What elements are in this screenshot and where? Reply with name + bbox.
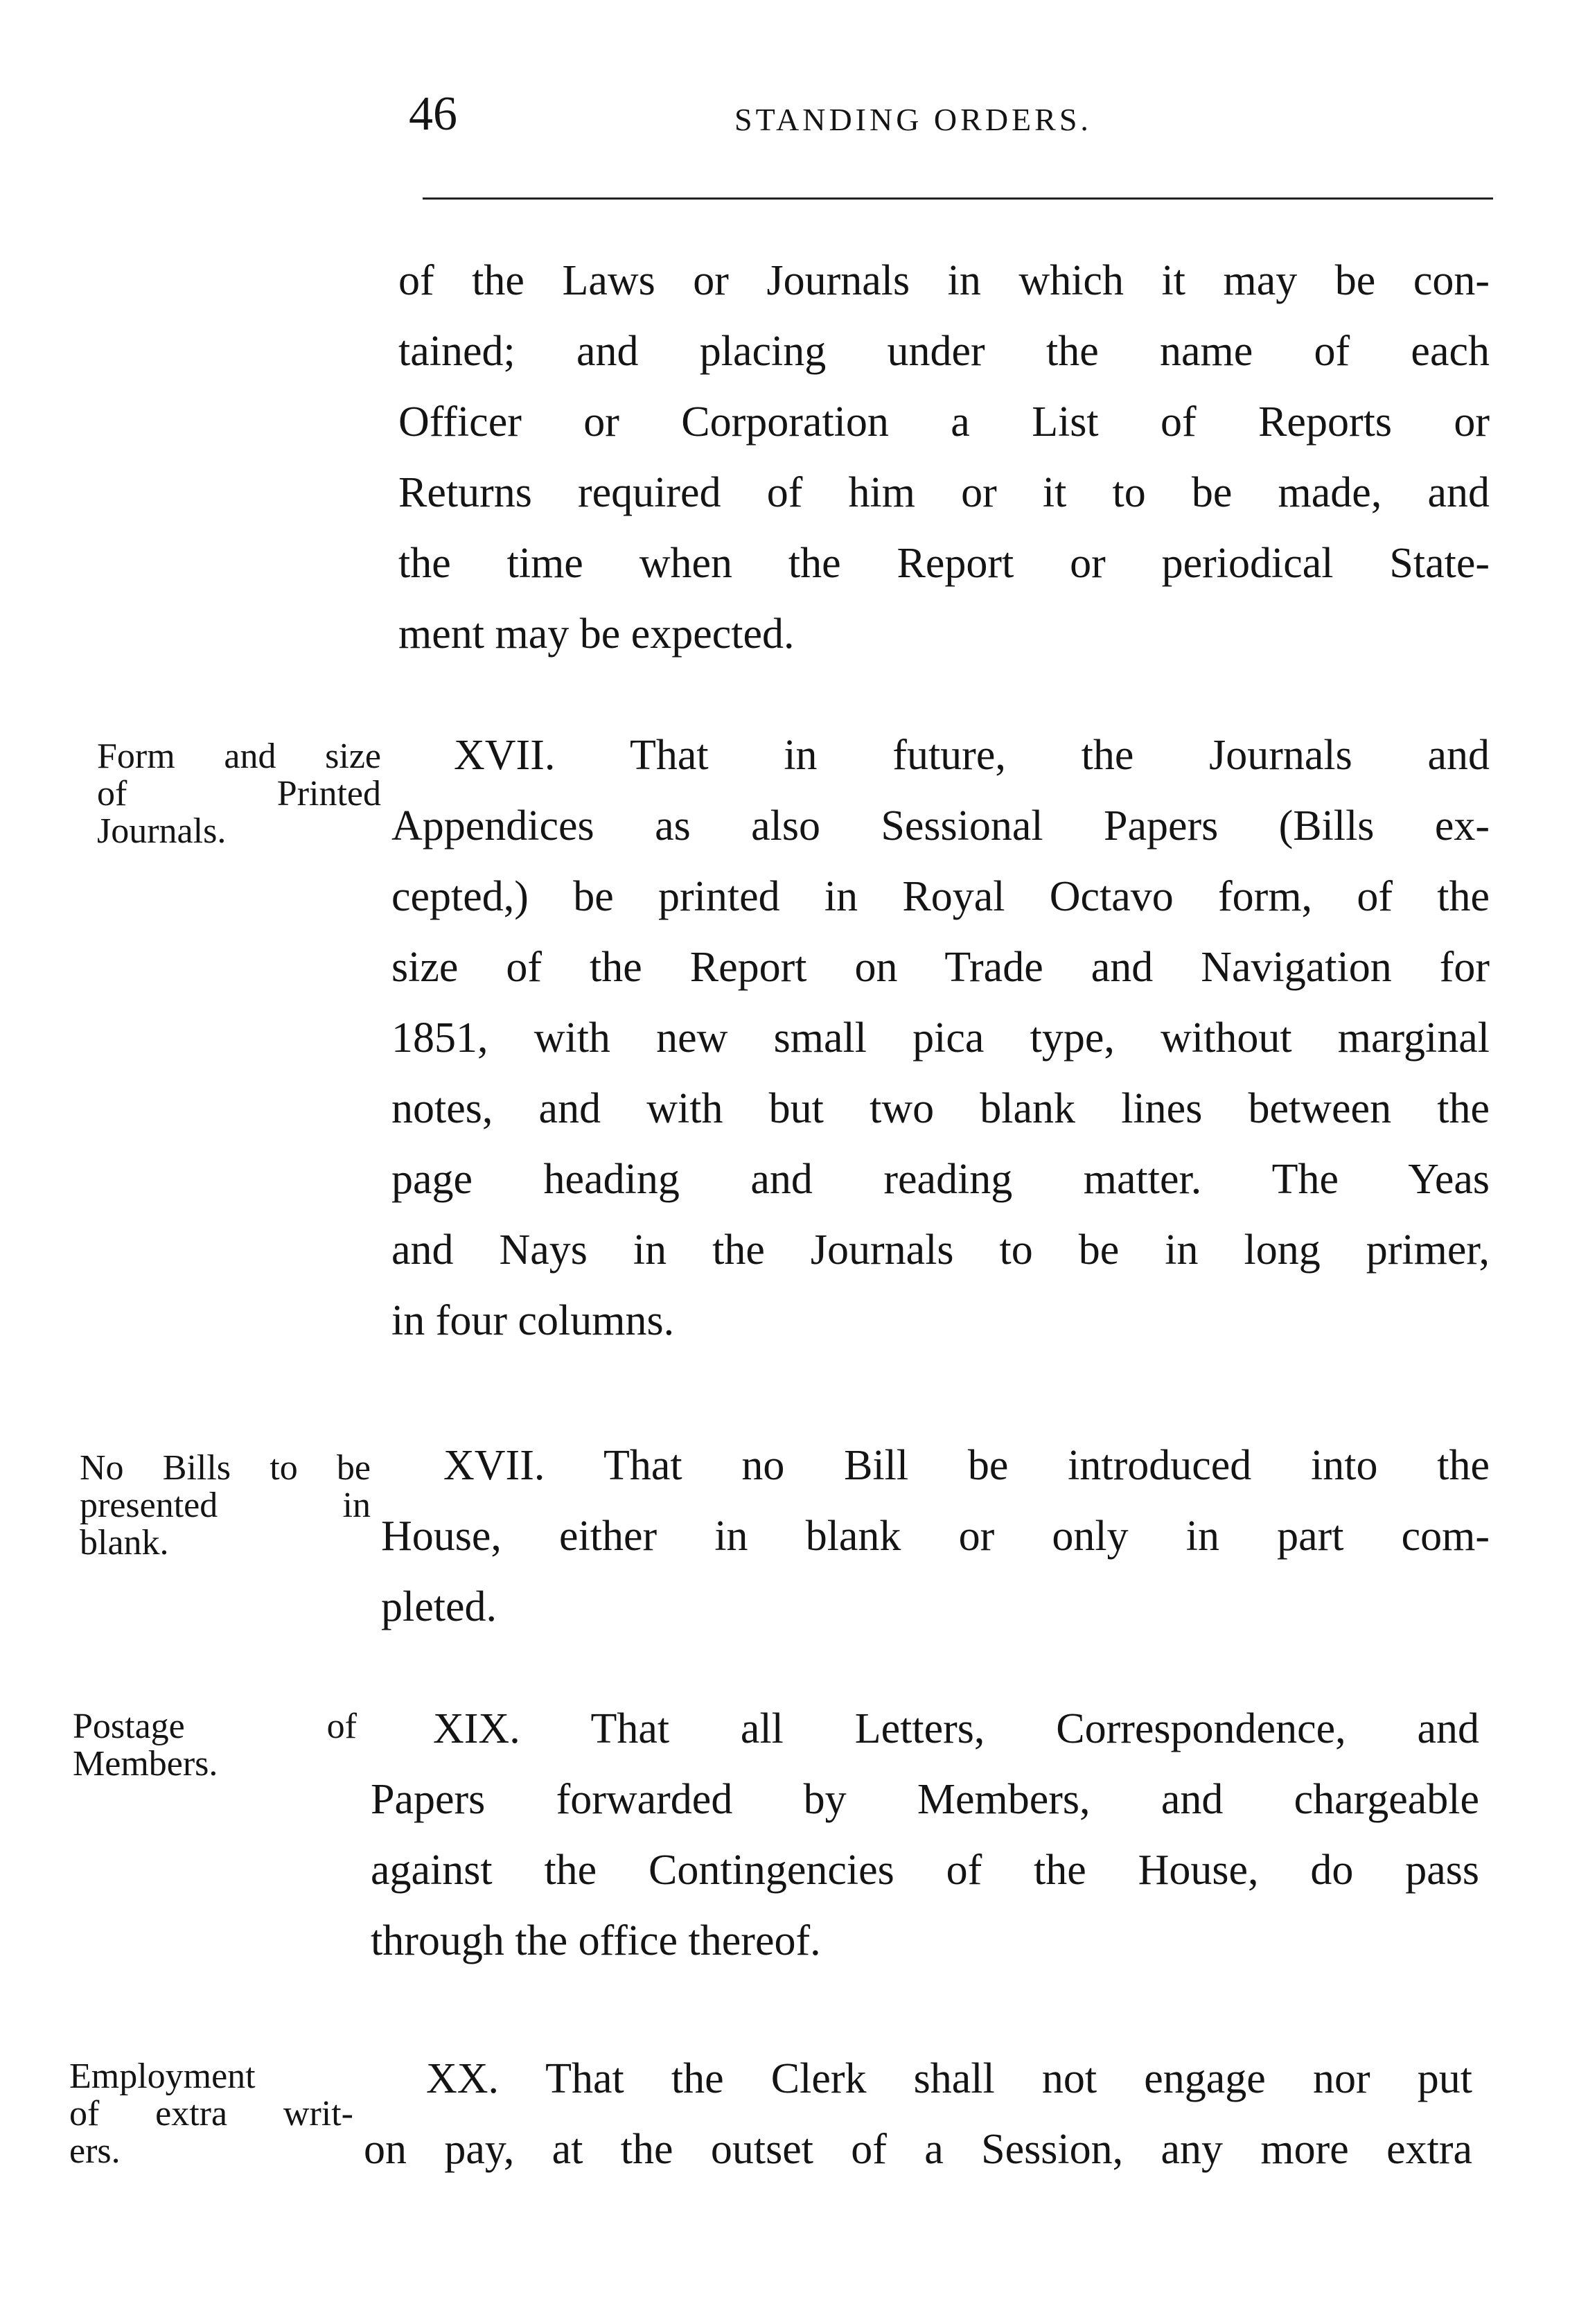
body-line: on pay, at the outset of a Session, any more extra <box>364 2126 1472 2173</box>
body-line: House, either in blank or only in part com- <box>381 1513 1490 1560</box>
body-line: 1851, with new small pica type, without marginal <box>391 1014 1490 1062</box>
margin-note-line: presented in <box>80 1486 371 1525</box>
body-line: Officer or Corporation a List of Reports or <box>398 398 1490 446</box>
header-rule <box>423 197 1493 200</box>
margin-note-line: No Bills to be <box>80 1448 371 1488</box>
margin-note-line: blank. <box>80 1523 169 1562</box>
margin-note-line: of Printed <box>97 774 381 813</box>
margin-note-line: of extra writ- <box>69 2094 353 2133</box>
body-line: of the Laws or Journals in which it may be con- <box>398 257 1490 304</box>
body-line: the time when the Report or periodical State- <box>398 540 1490 587</box>
margin-note-line: Journals. <box>97 811 227 851</box>
margin-note-line: Employment <box>69 2057 256 2096</box>
body-line: cepted,) be printed in Royal Octavo form, of the <box>391 873 1490 920</box>
body-line: XIX. That all Letters, Correspondence, and <box>433 1705 1479 1752</box>
running-head: STANDING ORDERS. <box>734 102 1092 137</box>
margin-note-line: Postage of <box>73 1707 357 1746</box>
body-line: in four columns. <box>391 1297 675 1344</box>
body-line: through the office thereof. <box>371 1917 821 1964</box>
body-line: XX. That the Clerk shall not engage nor put <box>426 2055 1472 2102</box>
body-line: Appendices as also Sessional Papers (Bills ex- <box>391 802 1490 850</box>
body-line: XVII. That no Bill be introduced into the <box>443 1442 1490 1489</box>
margin-note-line: Form and size <box>97 737 381 776</box>
margin-note-line: Members. <box>73 1744 218 1784</box>
body-line: notes, and with but two blank lines between the <box>391 1085 1490 1132</box>
body-line: pleted. <box>381 1583 497 1630</box>
body-line: XVII. That in future, the Journals and <box>454 732 1490 779</box>
body-line: page heading and reading matter. The Yeas <box>391 1156 1490 1203</box>
page-number: 46 <box>409 87 457 141</box>
body-line: Papers forwarded by Members, and chargeable <box>371 1776 1479 1823</box>
body-line: size of the Report on Trade and Navigation for <box>391 944 1490 991</box>
page-header <box>409 83 1490 146</box>
margin-note-line: ers. <box>69 2131 121 2171</box>
body-line: and Nays in the Journals to be in long primer, <box>391 1226 1490 1274</box>
body-line: Returns required of him or it to be made, and <box>398 469 1490 516</box>
body-line: against the Contingencies of the House, do pass <box>371 1847 1479 1894</box>
body-line: tained; and placing under the name of each <box>398 328 1490 375</box>
body-line: ment may be expected. <box>398 610 795 658</box>
